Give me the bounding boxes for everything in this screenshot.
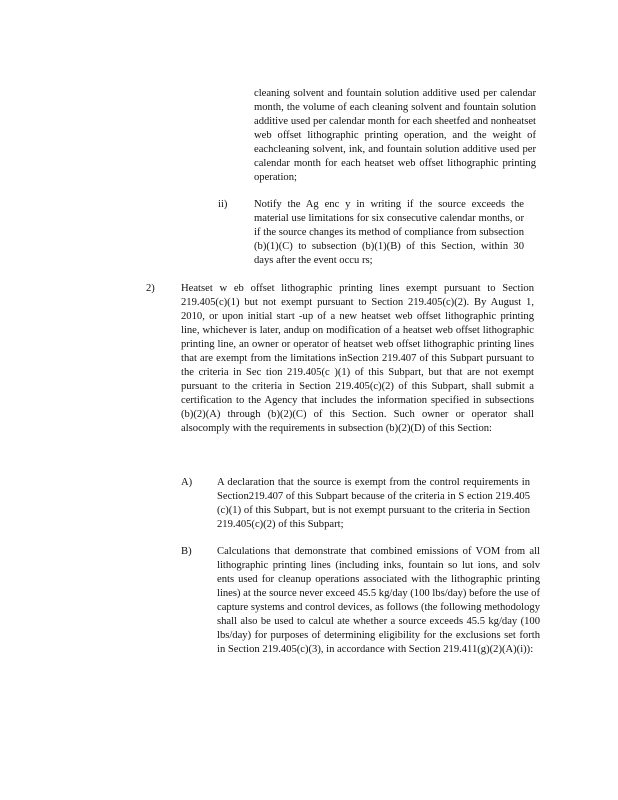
- item-B-text: Calculations that demonstrate that combined emissions of VOM from all lithographic printing lines (including inks, fountain so lut ions, and solv ents used for cleanup operations associated with the lithographic printing lines) at the source never exceed 45.5 kg/day (100 lbs/day) before the use of capture systems and control devices, as follows (the following methodology shall also be used to calcul ate whether a source exceeds 45.5 kg/day (100 lbs/day) for purposes of determining eligibility for the exclusions set forth in Section 219.405(c)(3), in accordance with Section 219.411(g)(2)(A)(i)):: [217, 546, 540, 655]
- item-ii-label: ii): [218, 199, 228, 210]
- item-B-label: B): [181, 546, 192, 557]
- continuation-paragraph: cleaning solvent and fountain solution additive used per calendar month, the volume of each cleaning solvent and fountain solution additive used per calendar month for each sheetfed and nonheatset web offset lithographic printing operation, and the weight of eachcleaning solvent, ink, and fountain solution additive used per calendar month for each heatset web offset lithographic printing operation;: [254, 88, 536, 183]
- item-A-label: A): [181, 477, 193, 488]
- item-2-label: 2): [146, 283, 155, 294]
- item-2-text: Heatset w eb offset lithographic printing lines exempt pursuant to Section 219.405(c)(1) but not exempt pursuant to Section 219.405(c)(2). By August 1, 2010, or upon initial start -up of a new heatset web offset lithographic printing line, whichever is later, andup on modification of a heatset web offset lithographic printing line, an owner or operator of heatset web offset lithographic printing lines that are exempt from the limitations inSection 219.407 of this Subpart pursuant to the criteria in Sec tion 219.405(c )(1) of this Subpart, but that are not exempt pursuant to the criteria in Section 219.405(c)(2) of this Subpart, shall submit a certification to the Agency that includes the information specified in subsections (b)(2)(A) through (b)(2)(C) of this Section. Such owner or operator shall alsocomply with the requirements in subsection (b)(2)(D) of this Section:: [181, 283, 534, 434]
- item-ii-text: Notify the Ag enc y in writing if the source exceeds the material use limitations for six consecutive calendar months, or if the source changes its method of compliance from subsection (b)(1)(C) to subsection (b)(1)(B) of this Section, within 30 days after the event occu rs;: [254, 199, 524, 266]
- item-A-text: A declaration that the source is exempt from the control requirements in Section219.407 of this Subpart because of the criteria in S ection 219.405 (c)(1) of this Subpart, but is not exempt pursuant to the criteria in Section 219.405(c)(2) of this Subpart;: [217, 477, 530, 530]
